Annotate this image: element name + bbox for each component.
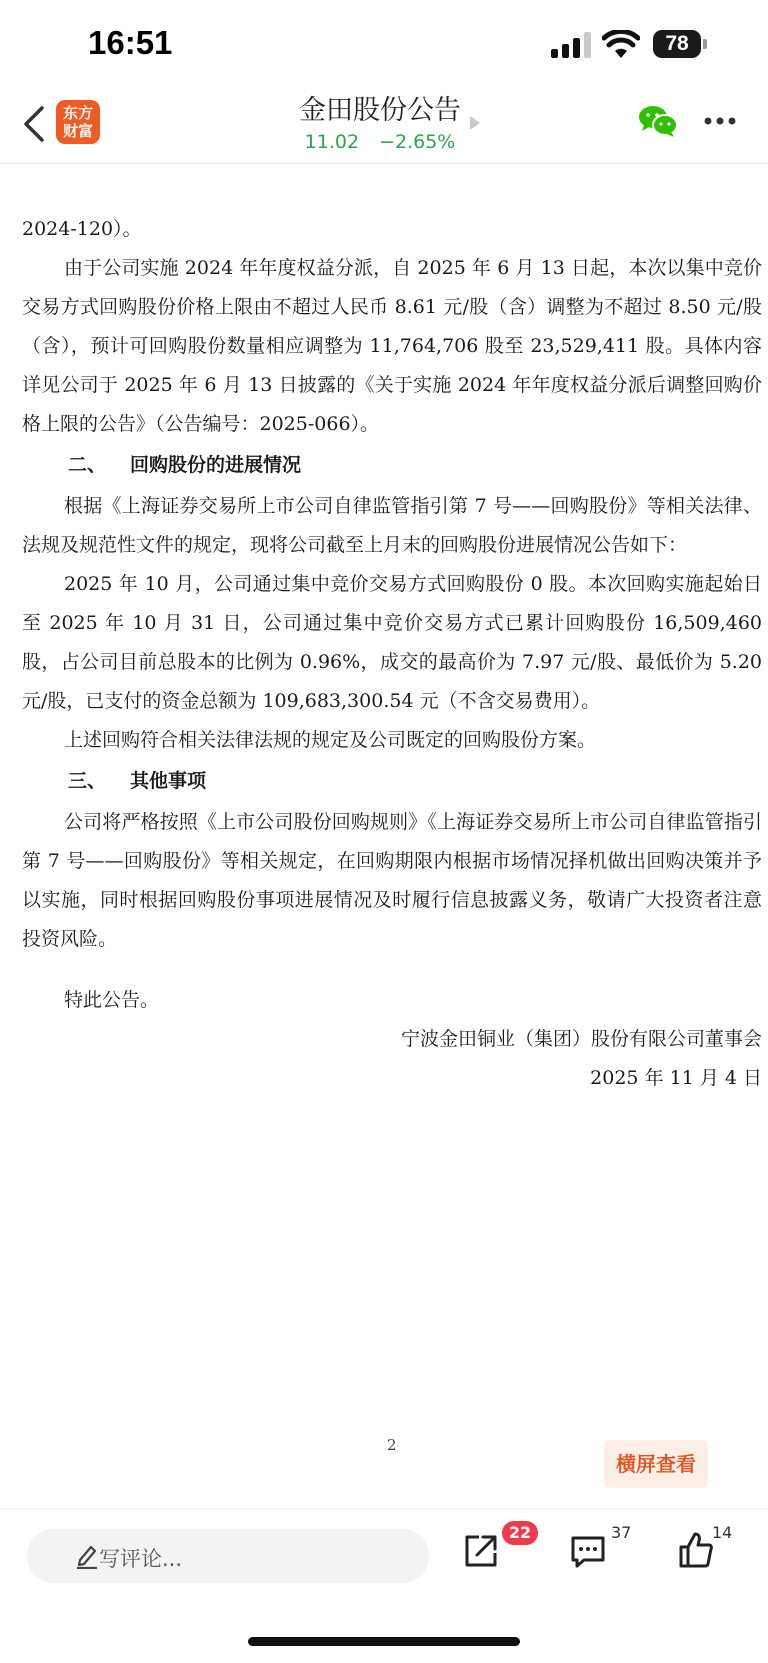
logo-text-line1: 东方 xyxy=(62,104,93,122)
doc-paragraph: 2024-120）。 xyxy=(22,218,142,240)
section-heading xyxy=(22,762,762,801)
battery-icon xyxy=(653,30,709,58)
home-indicator xyxy=(248,1637,520,1646)
like-icon[interactable] xyxy=(678,1531,714,1569)
doc-paragraph: 上述回购符合相关法律法规的规定及公司既定的回购股份方案。 xyxy=(64,729,597,751)
doc-paragraph: 2025 年 10 月，公司通过集中竞价交易方式回购股份 0 股。本次回购实施起始日至 2025 年 10 月 31 日，公司通过集中竞价交易方式已累计回购股份 16,509,460 股，占公司目前总股本的比例为 0.96%，成交的最高价为 7.97 元/股、最低价为 5.20 元/股，已支付的资金总额为 109,683,300.54 元（不含交易费用）。 xyxy=(22,573,762,712)
eastmoney-logo[interactable] xyxy=(56,100,100,144)
wifi-icon xyxy=(602,30,640,58)
comment-count: 37 xyxy=(611,1523,632,1542)
doc-paragraph: 公司将严格按照《上市公司股份回购规则》《上海证券交易所上市公司自律监管指引第 7 号——回购股份》等相关规定，在回购期限内根据市场情况择机做出回购决策并予以实施，同时根据回购股份事项进展情况及时履行信息披露义务，敬请广大投资者注意投资风险。 xyxy=(22,811,762,950)
section-number: 三、 xyxy=(68,770,107,792)
doc-paragraph: 由于公司实施 2024 年年度权益分派，自 2025 年 6 月 13 日起，本次以集中竞价交易方式回购股份价格上限由不超过人民币 8.61 元/股（含）调整为不超过 8.50 元/股（含），预计可回购股份数量相应调整为 11,764,706 股至 23,529,411 股。具体内容详见公司于 2025 年 6 月 13 日披露的《关于实施 2024 年年度权益分派后调整回购价格上限的公告》（公告编号：2025-066）。 xyxy=(22,257,762,435)
share-icon[interactable] xyxy=(463,1533,499,1569)
more-icon[interactable] xyxy=(704,116,736,126)
cellular-signal-icon xyxy=(551,32,595,58)
bottom-bar xyxy=(0,1508,768,1663)
announcement-document xyxy=(22,210,762,1098)
doc-paragraph: 根据《上海证券交易所上市公司自律监管指引第 7 号——回购股份》等相关法律、法规及规范性文件的规定，现将公司截至上月末的回购股份进展情况公告如下： xyxy=(22,495,762,556)
section-number: 二、 xyxy=(68,454,107,476)
wechat-share-icon[interactable] xyxy=(638,104,678,138)
stock-quote xyxy=(250,131,510,153)
closing-line: 特此公告。 xyxy=(64,989,160,1011)
back-icon[interactable] xyxy=(20,102,48,146)
battery-level: 78 xyxy=(653,30,701,58)
signing-date: 2025 年 11 月 4 日 xyxy=(590,1067,762,1089)
landscape-view-button[interactable]: 横屏查看 xyxy=(604,1440,708,1488)
section-title: 其他事项 xyxy=(130,770,207,792)
like-count: 14 xyxy=(712,1523,733,1542)
nav-bar xyxy=(0,90,768,164)
comment-icon[interactable] xyxy=(570,1533,606,1569)
stock-change: −2.65% xyxy=(379,131,456,153)
page-title: 金田股份公告 xyxy=(299,95,461,126)
signer: 宁波金田铜业（集团）股份有限公司董事会 xyxy=(400,1028,762,1050)
pen-icon xyxy=(75,1543,99,1569)
page-number: 2 xyxy=(387,1436,397,1454)
share-badge: 22 xyxy=(502,1521,538,1545)
stock-price: 11.02 xyxy=(304,131,360,153)
logo-text-line2: 财富 xyxy=(62,122,93,140)
status-time: 16:51 xyxy=(88,24,173,61)
expand-arrow-icon[interactable] xyxy=(470,116,480,130)
section-heading xyxy=(22,446,762,485)
status-bar xyxy=(0,0,768,90)
comment-placeholder: 写评论... xyxy=(99,1547,183,1571)
comment-input[interactable] xyxy=(27,1529,429,1583)
section-title: 回购股份的进展情况 xyxy=(130,454,302,476)
